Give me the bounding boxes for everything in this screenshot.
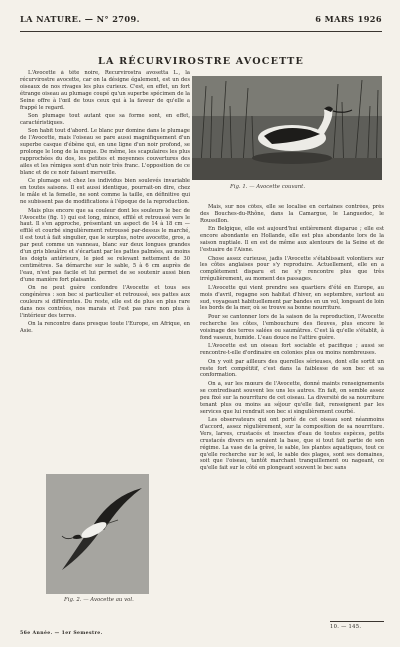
avocet-nesting-photo bbox=[192, 76, 382, 180]
paragraph: L'Avocette est un oiseau fort sociable et pacifique ; aussi se rencontre-t-elle d'ordinaire en colonies plus ou moins nombreuses. bbox=[200, 343, 384, 357]
paragraph: Mais, sur nos côtes, elle se localise en certaines contrées, près des Bouches-du-Rhône, dans la Camargue, le Languedoc, le Roussillon. bbox=[200, 204, 384, 224]
figure-1-caption: Fig. 1. — Avocette couvant. bbox=[230, 184, 306, 190]
article-column-left bbox=[20, 70, 190, 470]
header-rule bbox=[20, 31, 382, 32]
figure-avocet-nesting bbox=[192, 76, 384, 196]
avocet-flight-photo bbox=[46, 474, 149, 594]
article-title: LA RÉCURVIROSTRE AVOCETTE bbox=[98, 56, 304, 67]
magazine-issue: LA NATURE. — N° 2709. bbox=[20, 14, 140, 24]
figure-avocet-flight bbox=[46, 474, 190, 610]
page-number: 10. — 145. bbox=[330, 624, 362, 630]
paragraph: Chose assez curieuse, jadis l'Avocette s'établissait volontiers sur les côtes anglaises pour s'y reproduire. Actuellement, elle en a complètement disparu et ne s'y rencontre plus que très irrégulièrement, au moment des passages. bbox=[200, 255, 384, 283]
avocet-flight-illustration bbox=[46, 474, 149, 594]
paragraph: On a, sur les mœurs de l'Avocette, donné maints renseignements se contredisant souvent les uns les autres. En fait, on semble assez peu fixé sur la nourriture de cet oiseau. La diversité de sa nourriture tenant plus ou moins au séjour qu'elle fait, renseignent par les services que lui rendrait son bec si singulièrement courbé. bbox=[200, 380, 384, 415]
paragraph: Son habit tout d'abord. Le blanc pur domine dans le plumage de l'Avocette, mais l'oiseau se pare aussi magnifiquement d'un superbe casque d'ébène qui, en une ligne d'un noir profond, se prolonge le long de la nuque. De même, les scapulaires les plus rapprochées du dos, les petites et moyennes couvertures des ailes et les rémiges sont d'un noir très franc. L'opposition de ce blanc et de ce noir faisant merveille. bbox=[20, 128, 190, 176]
paragraph: En Belgique, elle est aujourd'hui entièrement disparue ; elle est encore abondante en Hollande, elle est plus abondante lors de la saison nuptiale. Il en est de même aux alentours de la Seine et de l'estuaire de l'Aisne. bbox=[200, 226, 384, 254]
paragraph: On y voit par ailleurs des querelles sérieuses, dont elle sortit un reste fort compétitif, c'est dans la faiblesse de son bec et sa conformation. bbox=[200, 358, 384, 379]
paragraph: L'Avocette qui vient prendre ses quartiers d'été en Europe, au mois d'avril, regagne son habitat d'hiver, en septembre, surtout au sud, voyageant habituellement par bandes en un vol, longeant de loin les bords de la mer, où se trouve sa bonne nourriture. bbox=[200, 284, 384, 312]
paragraph: On la rencontre dans presque toute l'Europe, en Afrique, en Asie. bbox=[20, 321, 190, 335]
paragraph: Pour se cantonner lors de la saison de la reproduction, l'Avocette recherche les côtes, l'embouchure des fleuves, plus encore le voisinage des terres salées ou saumâtres. C'est là qu'elle s'établit, à fond vaseux, humide. L'eau douce ne l'attire guère. bbox=[200, 313, 384, 341]
paragraph: Mais plus encore que sa couleur dont les souleurs le bec de l'Avocette (fig. 1) qui est long, mince, effilé et retroussé vers le haut. Il s'en approche, présentant un aspect de 14 à 18 cm — effilé et courbé singulièrement retroussé par-dessus le marché, il est tout à fait singulier, que le surplus, notre avocette, gros, a par peut comme un vanneau, blanc sur deux longues grandes d'un gris bleuâtre et s'écartant par les pattes palmées, au moins les doigts antérieurs, le pied se relevant nettement de 30 centimètres. Sa démarche sur le sable, 5 à 6 cm auprès de l'eau, n'est pas facile et lui permet de se soutenir aussi bien d'une manière fort plaisante. bbox=[20, 207, 190, 283]
paragraph: L'Avocette à tête noire, Recurvirostra avosetta L., la récurvirostre avocette, car on la désigne également, est un des oiseaux de nos rivages les plus curieux. C'est, en effet, un fort étrange oiseau au plumage coupé qu'un superbe spécimen de la Seine offre à l'œil de tous ceux qui à la faveur de qu'elle a frappé le regard. bbox=[20, 70, 190, 111]
article-column-right bbox=[200, 204, 384, 632]
footer-rule bbox=[330, 621, 384, 622]
figure-2-caption: Fig. 2. — Avocette au vol. bbox=[64, 597, 134, 603]
paragraph: Son plumage tout autant que sa forme sont, en effet, caractéristiques. bbox=[20, 113, 190, 126]
paragraph: Ce plumage est chez les individus bien soulevés invariable en toutes saisons. Il est aussi identique, pourrait-on dire, chez le mâle et la femelle, ne sont comme la taille, en définitive qui ne subissent pas de modifications à l'époque de la reproduction. bbox=[20, 178, 190, 206]
page-header bbox=[20, 14, 382, 30]
issue-date: 6 MARS 1926 bbox=[315, 14, 382, 24]
paragraph: On ne peut guère confondre l'Avocette et tous ses congénères : son bec si particulier et retroussé, ses pattes aux couleurs si différentes. Du reste, elle est de plus en plus rare dans nos contrées, nos marais et l'est pas rare non plus à l'intérieur des terres. bbox=[20, 285, 190, 319]
avocet-nesting-illustration bbox=[192, 76, 382, 180]
paragraph: Les observateurs qui ont porté de cet oiseau sont néanmoins d'accord, assez régulièrement, sur la composition de sa nourriture. Vers, larves, crustacés et insectes d'eau de toutes espèces, petits crustacés divers en seraient la base, que si tout fait partie de son régime. La vase de la grève, le sable, les plantes aquatiques, tout ce qu'elle recherche sur le sol, le sable des plages, sont ses domaines, soit que l'oiseau, tantôt marchant tranquillement ou nageant, ce qu'elle fait sur le côté en plongeant souvent le bec sans bbox=[200, 417, 384, 472]
volume-footer: 56e Année. — 1er Semestre. bbox=[20, 631, 103, 636]
